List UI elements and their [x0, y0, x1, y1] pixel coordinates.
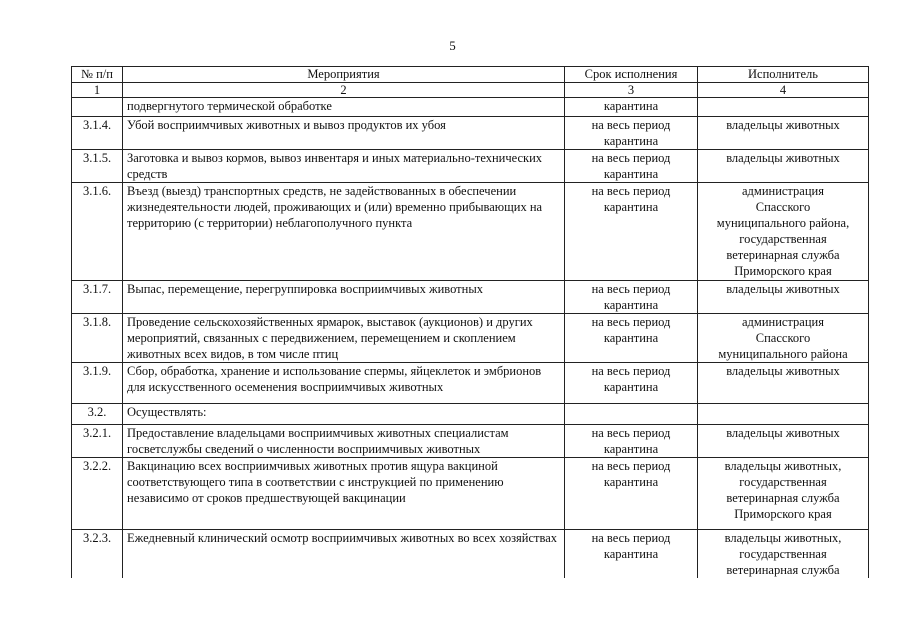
executor-line: государственная — [739, 232, 827, 246]
row-term — [565, 404, 698, 425]
row-executor — [698, 425, 869, 458]
table-row — [72, 363, 869, 404]
row-number: 3.1.4. — [72, 117, 123, 150]
row-executor — [698, 314, 869, 363]
row-executor — [698, 183, 869, 281]
executor-line: Спасского — [755, 200, 811, 214]
row-action: Ежедневный клинический осмотр восприимчивых животных во всех хозяйствах — [123, 530, 565, 579]
executor-line: муниципального района — [718, 347, 848, 361]
header-actions: Мероприятия — [123, 67, 565, 83]
row-action: Заготовка и вывоз кормов, вывоз инвентаря и иных материально-технических средств — [123, 150, 565, 183]
row-term — [565, 150, 698, 183]
table-header-row — [72, 67, 869, 83]
executor-line: муниципального района, — [716, 216, 850, 230]
row-action: Въезд (выезд) транспортных средств, не задействованных в обеспечении жизнедеятельности людей, проживающих и (или) временно прибывающих на территорию (с территории) неблагополучного пункта — [123, 183, 565, 281]
header-num: № п/п — [72, 67, 123, 83]
column-number-row — [72, 83, 869, 98]
row-executor — [698, 530, 869, 579]
term-line: карантина — [603, 134, 659, 148]
row-number: 3.1.5. — [72, 150, 123, 183]
table-row — [72, 530, 869, 579]
column-number: 4 — [698, 83, 869, 98]
row-executor — [698, 98, 869, 117]
executor-line: государственная — [739, 475, 827, 489]
term-line: карантина — [603, 99, 659, 113]
row-executor — [698, 404, 869, 425]
row-number: 3.1.9. — [72, 363, 123, 404]
row-action: Выпас, перемещение, перегруппировка восприимчивых животных — [123, 281, 565, 314]
term-line: карантина — [603, 547, 659, 561]
table-row — [72, 404, 869, 425]
executor-line: владельцы животных, — [724, 459, 842, 473]
executor-line: ветеринарная служба — [726, 248, 840, 262]
measures-table — [71, 66, 869, 578]
executor-line: Спасского — [755, 331, 811, 345]
executor-line: администрация — [742, 315, 824, 329]
table-body — [72, 98, 869, 579]
row-action: Проведение сельскохозяйственных ярмарок, выставок (аукционов) и других мероприятий, связанных с передвижением, перемещением и скоплением животных всех видов, в том числе птиц — [123, 314, 565, 363]
executor-line: владельцы животных — [726, 364, 840, 378]
header-executor: Исполнитель — [698, 67, 869, 83]
row-number — [72, 98, 123, 117]
row-number: 3.2.2. — [72, 458, 123, 530]
row-term — [565, 281, 698, 314]
executor-line: ветеринарная служба — [726, 563, 840, 577]
executor-line: Приморского края — [734, 507, 832, 521]
term-line: на весь период — [591, 459, 671, 473]
term-line: карантина — [603, 331, 659, 345]
row-executor — [698, 150, 869, 183]
executor-line: администрация — [742, 184, 824, 198]
term-line: на весь период — [591, 184, 671, 198]
page-number: 5 — [449, 38, 456, 53]
row-action: Предоставление владельцами восприимчивых животных специалистам госветслужбы сведений о численности восприимчивых животных — [123, 425, 565, 458]
term-line: карантина — [603, 200, 659, 214]
column-number: 1 — [72, 83, 123, 98]
row-term — [565, 98, 698, 117]
row-executor — [698, 281, 869, 314]
table-row — [72, 314, 869, 363]
row-term — [565, 183, 698, 281]
executor-line: владельцы животных — [726, 426, 840, 440]
row-number: 3.1.6. — [72, 183, 123, 281]
row-term — [565, 458, 698, 530]
table-row — [72, 425, 869, 458]
row-action: Убой восприимчивых животных и вывоз продуктов их убоя — [123, 117, 565, 150]
row-action: Осуществлять: — [123, 404, 565, 425]
row-executor — [698, 458, 869, 530]
term-line: на весь период — [591, 151, 671, 165]
row-term — [565, 530, 698, 579]
executor-line: владельцы животных, — [724, 531, 842, 545]
row-action: подвергнутого термической обработке — [123, 98, 565, 117]
row-term — [565, 425, 698, 458]
column-number: 2 — [123, 83, 565, 98]
table-row — [72, 183, 869, 281]
table-row — [72, 117, 869, 150]
table-row — [72, 150, 869, 183]
row-action: Вакцинацию всех восприимчивых животных против ящура вакциной соответствующего типа в соответствии с инструкцией по применению независимо от сроков предшествующей вакцинации — [123, 458, 565, 530]
header-term: Срок исполнения — [565, 67, 698, 83]
term-line: карантина — [603, 475, 659, 489]
term-line: на весь период — [591, 531, 671, 545]
table-row — [72, 98, 869, 117]
term-line: карантина — [603, 442, 659, 456]
row-number: 3.2.1. — [72, 425, 123, 458]
term-line: карантина — [603, 167, 659, 181]
row-term — [565, 314, 698, 363]
term-line: на весь период — [591, 315, 671, 329]
row-executor — [698, 363, 869, 404]
column-number: 3 — [565, 83, 698, 98]
term-line: на весь период — [591, 118, 671, 132]
row-number: 3.2. — [72, 404, 123, 425]
row-term — [565, 117, 698, 150]
term-line: на весь период — [591, 282, 671, 296]
term-line: на весь период — [591, 364, 671, 378]
row-term — [565, 363, 698, 404]
row-action: Сбор, обработка, хранение и использование спермы, яйцеклеток и эмбрионов для искусственного осеменения восприимчивых животных — [123, 363, 565, 404]
executor-line: ветеринарная служба — [726, 491, 840, 505]
row-number: 3.1.8. — [72, 314, 123, 363]
term-line: на весь период — [591, 426, 671, 440]
term-line: карантина — [603, 298, 659, 312]
row-executor — [698, 117, 869, 150]
row-number: 3.2.3. — [72, 530, 123, 579]
table-row — [72, 281, 869, 314]
executor-line: Приморского края — [734, 264, 832, 278]
executor-line: владельцы животных — [726, 282, 840, 296]
row-number: 3.1.7. — [72, 281, 123, 314]
executor-line: владельцы животных — [726, 151, 840, 165]
table-row — [72, 458, 869, 530]
executor-line: владельцы животных — [726, 118, 840, 132]
executor-line: государственная — [739, 547, 827, 561]
term-line: карантина — [603, 380, 659, 394]
